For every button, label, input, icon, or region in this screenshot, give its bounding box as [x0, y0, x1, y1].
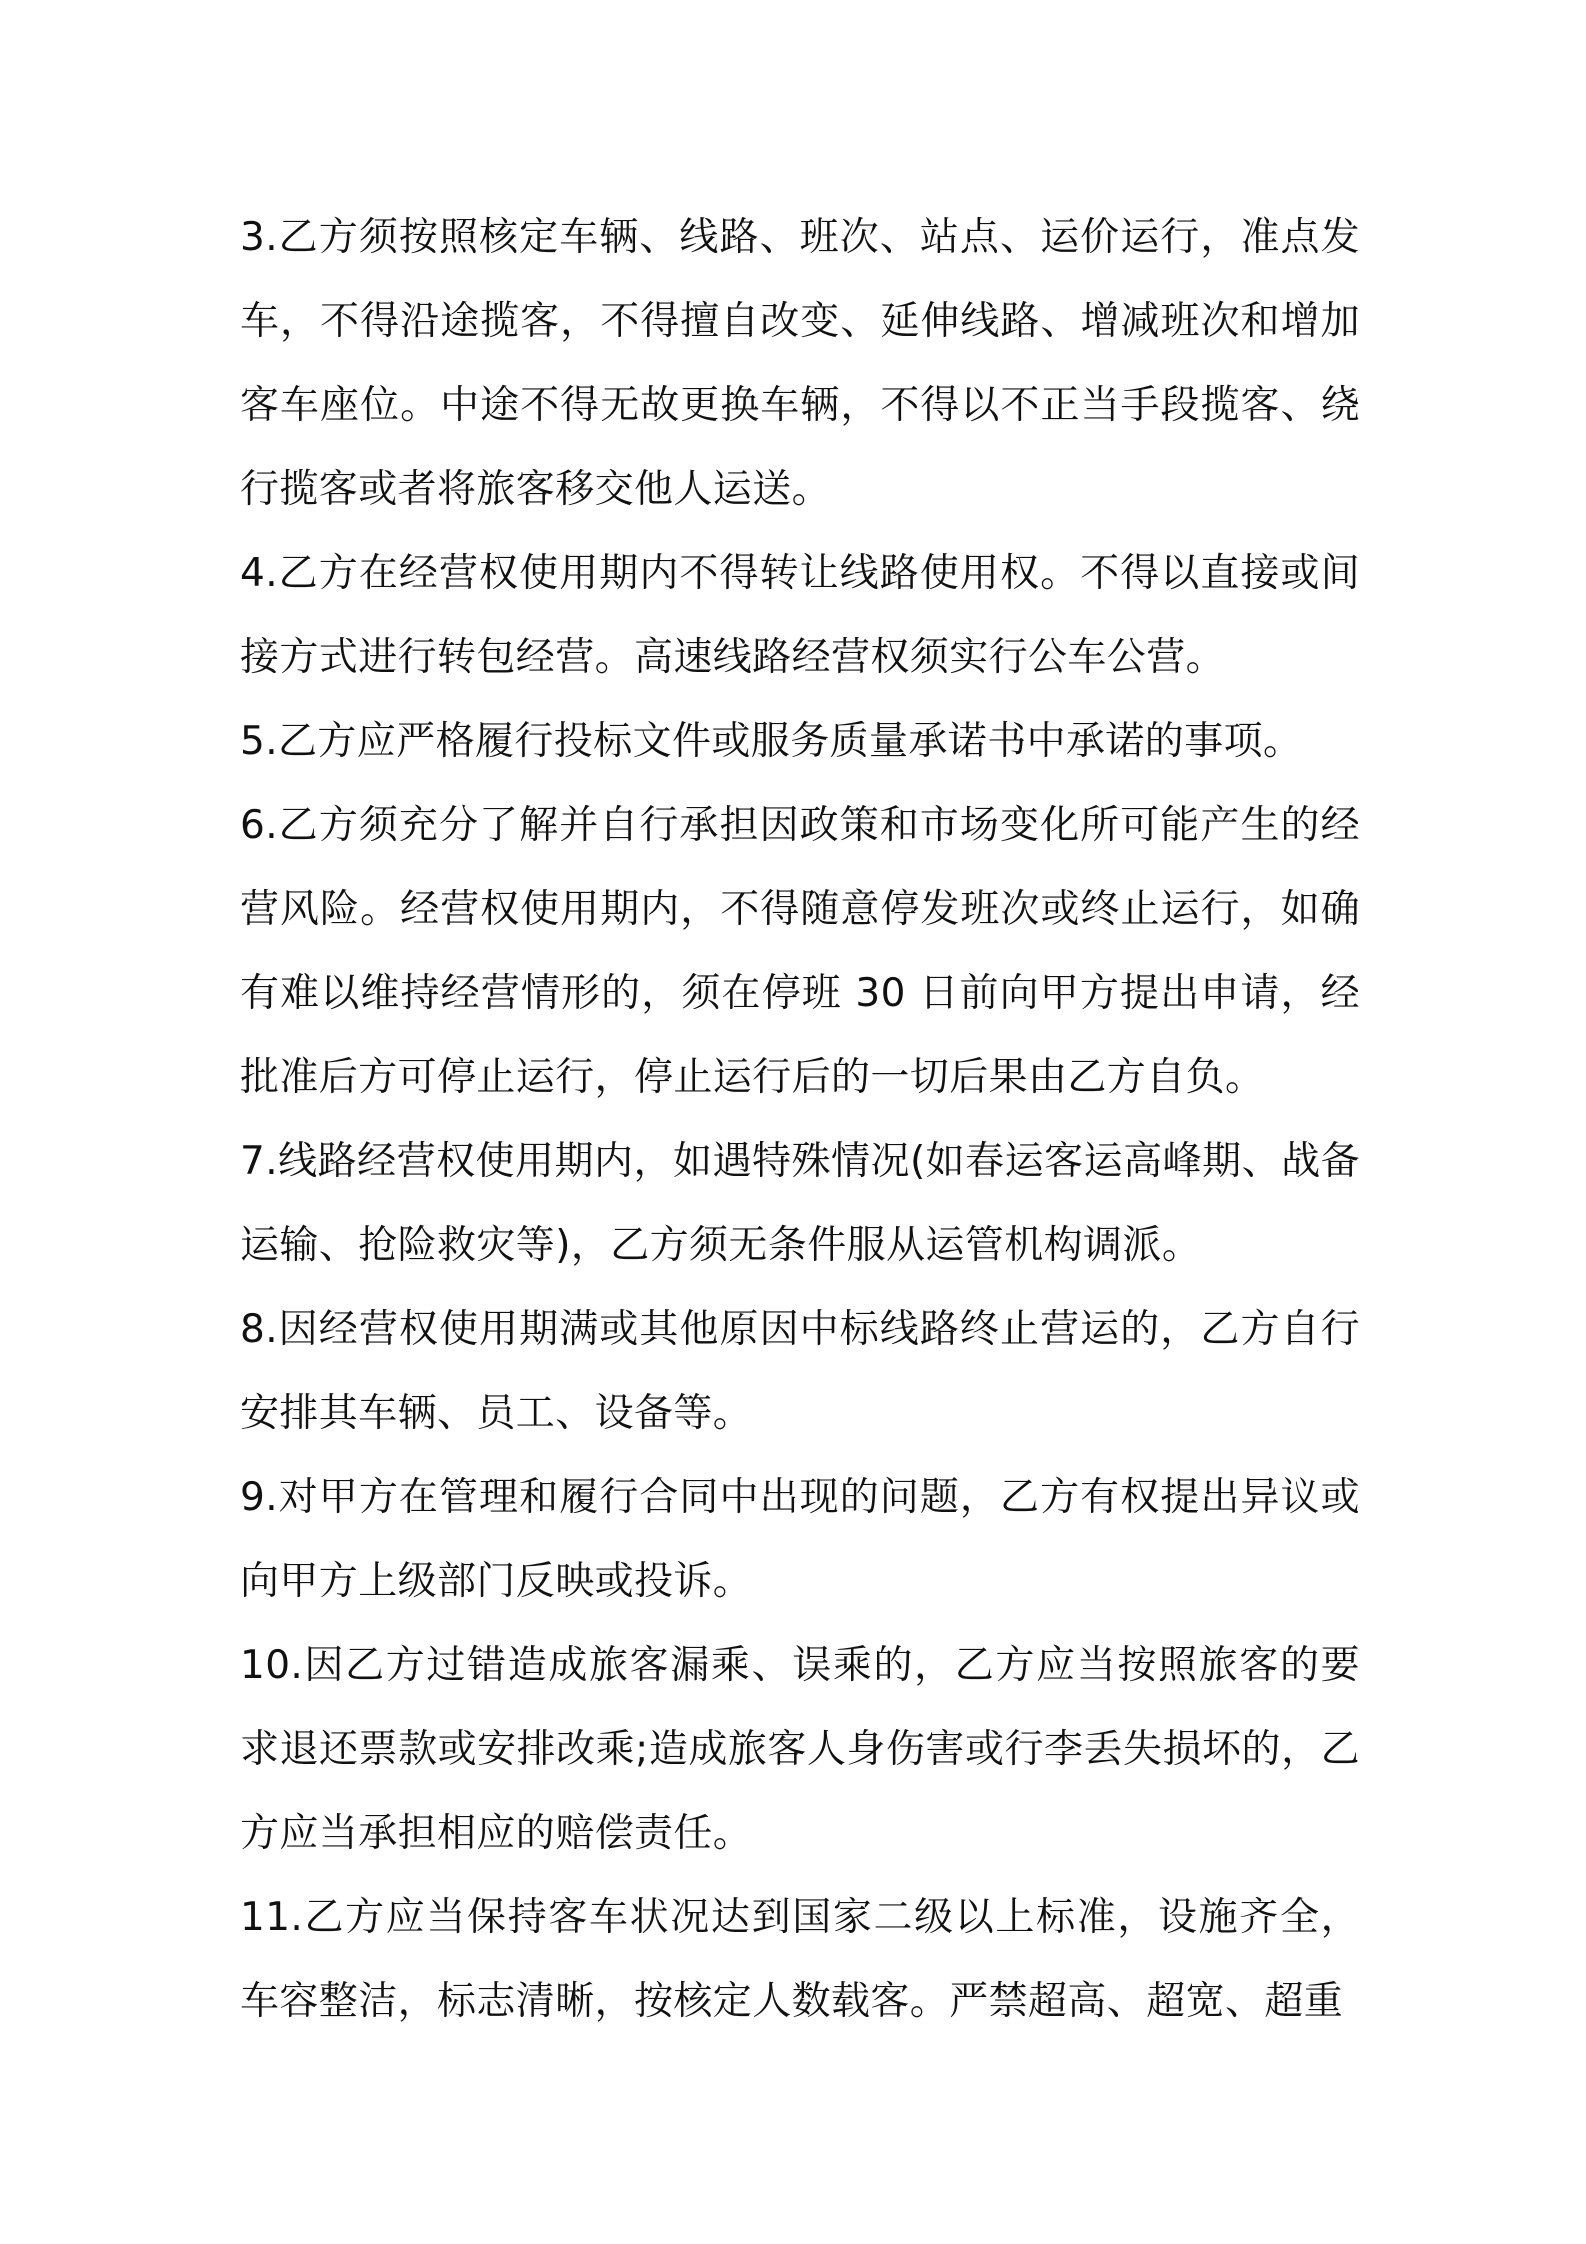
clause-3: 3.乙方须按照核定车辆、线路、班次、站点、运价运行，准点发车，不得沿途揽客，不得擅自改变、延伸线路、增减班次和增加客车座位。中途不得无故更换车辆，不得以不正当手段揽客、绕行揽客或者将旅客移交他人运送。 [240, 215, 1360, 512]
clause-8: 8.因经营权使用期满或其他原因中标线路终止营运的，乙方自行安排其车辆、员工、设备等。 [240, 1307, 1360, 1436]
clause-7: 7.线路经营权使用期内，如遇特殊情况(如春运客运高峰期、战备运输、抢险救灾等)，乙方须无条件服从运管机构调派。 [240, 1139, 1360, 1268]
contract-clauses [240, 196, 1360, 2044]
clause-5: 5.乙方应严格履行投标文件或服务质量承诺书中承诺的事项。 [240, 719, 1303, 764]
clause-9: 9.对甲方在管理和履行合同中出现的问题，乙方有权提出异议或向甲方上级部门反映或投诉。 [240, 1475, 1360, 1604]
clause-10: 10.因乙方过错造成旅客漏乘、误乘的，乙方应当按照旅客的要求退还票款或安排改乘;造成旅客人身伤害或行李丢失损坏的，乙方应当承担相应的赔偿责任。 [240, 1643, 1360, 1856]
clause-6: 6.乙方须充分了解并自行承担因政策和市场变化所可能产生的经营风险。经营权使用期内，不得随意停发班次或终止运行，如确有难以维持经营情形的，须在停班 30 日前向甲方提出申请，经批准后方可停止运行，停止运行后的一切后果由乙方自负。 [240, 803, 1360, 1100]
clause-11: 11.乙方应当保持客车状况达到国家二级以上标准，设施齐全，车容整洁，标志清晰，按核定人数载客。严禁超高、超宽、超重 [240, 1895, 1360, 2024]
clause-4: 4.乙方在经营权使用期内不得转让线路使用权。不得以直接或间接方式进行转包经营。高速线路经营权须实行公车公营。 [240, 551, 1360, 680]
